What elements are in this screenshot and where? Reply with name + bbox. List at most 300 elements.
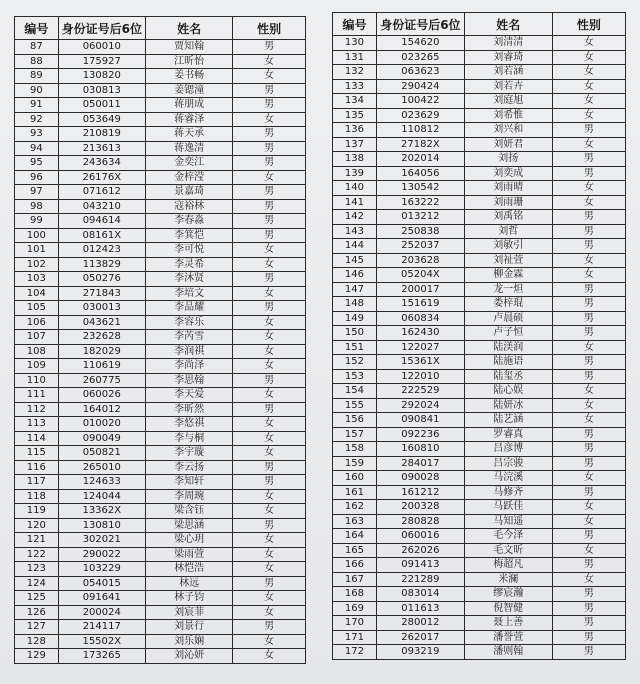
table-row — [333, 413, 626, 428]
cell-name: 李可悦 — [145, 243, 232, 258]
cell-number: 100 — [15, 228, 59, 243]
cell-number: 122 — [15, 547, 59, 562]
cell-name: 马修齐 — [464, 485, 552, 500]
cell-gender: 男 — [552, 311, 625, 326]
cell-id-suffix: 260775 — [58, 373, 145, 388]
table-row — [333, 384, 626, 399]
cell-gender: 女 — [233, 315, 306, 330]
cell-gender: 女 — [233, 54, 306, 69]
cell-name: 吕宗骏 — [464, 456, 552, 471]
cell-gender: 男 — [552, 224, 625, 239]
cell-number: 124 — [15, 576, 59, 591]
cell-number: 114 — [15, 431, 59, 446]
table-row — [15, 127, 306, 142]
cell-number: 148 — [333, 297, 377, 312]
cell-name: 倪智健 — [464, 601, 552, 616]
table-row — [333, 558, 626, 573]
cell-name: 李培文 — [145, 286, 232, 301]
table-row — [15, 576, 306, 591]
cell-id-suffix: 161212 — [376, 485, 464, 500]
cell-number: 111 — [15, 388, 59, 403]
cell-name: 刘雨晴 — [464, 181, 552, 196]
cell-gender: 男 — [233, 460, 306, 475]
table-row — [333, 529, 626, 544]
cell-id-suffix: 043210 — [58, 199, 145, 214]
cell-name: 刘睿琦 — [464, 50, 552, 65]
table-row — [15, 199, 306, 214]
cell-name: 蒋睿泽 — [145, 112, 232, 127]
table-row — [15, 359, 306, 374]
cell-gender: 男 — [233, 518, 306, 533]
cell-gender: 男 — [552, 456, 625, 471]
cell-id-suffix: 050276 — [58, 272, 145, 287]
cell-id-suffix: 200017 — [376, 282, 464, 297]
cell-number: 106 — [15, 315, 59, 330]
cell-name: 米澜 — [464, 572, 552, 587]
cell-name: 李知轩 — [145, 475, 232, 490]
cell-id-suffix: 271843 — [58, 286, 145, 301]
cell-number: 150 — [333, 326, 377, 341]
table-row — [333, 587, 626, 602]
cell-number: 142 — [333, 210, 377, 225]
cell-gender: 男 — [552, 152, 625, 167]
cell-name: 贾知翰 — [145, 40, 232, 55]
cell-id-suffix: 071612 — [58, 185, 145, 200]
cell-id-suffix: 163222 — [376, 195, 464, 210]
cell-name: 刘兴和 — [464, 123, 552, 138]
cell-gender: 男 — [552, 123, 625, 138]
cell-number: 149 — [333, 311, 377, 326]
cell-name: 林远 — [145, 576, 232, 591]
cell-id-suffix: 162430 — [376, 326, 464, 341]
cell-name: 刘宸菲 — [145, 605, 232, 620]
cell-id-suffix: 130820 — [58, 69, 145, 84]
cell-id-suffix: 023265 — [376, 50, 464, 65]
table-row — [15, 98, 306, 113]
header-row — [15, 17, 306, 40]
cell-id-suffix: 164056 — [376, 166, 464, 181]
cell-id-suffix: 012423 — [58, 243, 145, 258]
cell-name: 娄梓琨 — [464, 297, 552, 312]
cell-gender: 男 — [233, 141, 306, 156]
header-name: 姓名 — [145, 17, 232, 40]
table-row — [15, 373, 306, 388]
cell-gender: 男 — [552, 166, 625, 181]
cell-id-suffix: 063623 — [376, 65, 464, 80]
cell-name: 李宇璇 — [145, 446, 232, 461]
cell-number: 140 — [333, 181, 377, 196]
cell-id-suffix: 290424 — [376, 79, 464, 94]
cell-name: 陆心娱 — [464, 384, 552, 399]
cell-id-suffix: 214117 — [58, 620, 145, 635]
table-row — [15, 170, 306, 185]
cell-name: 刘希惟 — [464, 108, 552, 123]
cell-name: 刘禹铭 — [464, 210, 552, 225]
cell-gender: 男 — [552, 442, 625, 457]
table-row — [333, 630, 626, 645]
table-row — [333, 616, 626, 631]
cell-name: 龙一炟 — [464, 282, 552, 297]
table-row — [15, 112, 306, 127]
cell-name: 陆艺涵 — [464, 413, 552, 428]
cell-gender: 男 — [552, 485, 625, 500]
cell-id-suffix: 243634 — [58, 156, 145, 171]
cell-number: 113 — [15, 417, 59, 432]
cell-id-suffix: 050011 — [58, 98, 145, 113]
cell-number: 91 — [15, 98, 59, 113]
cell-number: 160 — [333, 471, 377, 486]
cell-number: 141 — [333, 195, 377, 210]
cell-id-suffix: 054015 — [58, 576, 145, 591]
cell-name: 金梓滢 — [145, 170, 232, 185]
cell-number: 138 — [333, 152, 377, 167]
cell-id-suffix: 011613 — [376, 601, 464, 616]
cell-name: 刘敏引 — [464, 239, 552, 254]
table-row — [333, 485, 626, 500]
header-id-suffix: 身份证号后6位 — [58, 17, 145, 40]
cell-id-suffix: 092236 — [376, 427, 464, 442]
cell-id-suffix: 124044 — [58, 489, 145, 504]
cell-name: 梁思涵 — [145, 518, 232, 533]
cell-number: 103 — [15, 272, 59, 287]
cell-id-suffix: 221289 — [376, 572, 464, 587]
roster-table-left — [14, 16, 306, 664]
cell-gender: 女 — [233, 446, 306, 461]
table-row — [15, 141, 306, 156]
table-row — [15, 83, 306, 98]
cell-gender: 男 — [233, 127, 306, 142]
cell-number: 110 — [15, 373, 59, 388]
cell-number: 104 — [15, 286, 59, 301]
cell-gender: 男 — [233, 185, 306, 200]
cell-gender: 男 — [552, 355, 625, 370]
cell-number: 157 — [333, 427, 377, 442]
table-row — [15, 417, 306, 432]
cell-number: 153 — [333, 369, 377, 384]
cell-id-suffix: 15361X — [376, 355, 464, 370]
cell-gender: 男 — [552, 210, 625, 225]
table-row — [333, 282, 626, 297]
table-row — [15, 257, 306, 272]
cell-number: 163 — [333, 514, 377, 529]
cell-number: 128 — [15, 634, 59, 649]
cell-number: 109 — [15, 359, 59, 374]
cell-id-suffix: 090841 — [376, 413, 464, 428]
cell-id-suffix: 200328 — [376, 500, 464, 515]
cell-id-suffix: 060010 — [58, 40, 145, 55]
cell-id-suffix: 213613 — [58, 141, 145, 156]
table-row — [15, 634, 306, 649]
cell-id-suffix: 090028 — [376, 471, 464, 486]
header-gender: 性别 — [552, 13, 625, 36]
roster-table-right — [332, 12, 626, 660]
table-row — [15, 562, 306, 577]
cell-gender: 男 — [552, 282, 625, 297]
cell-name: 蒋朋成 — [145, 98, 232, 113]
cell-number: 132 — [333, 65, 377, 80]
table-row — [333, 181, 626, 196]
cell-gender: 女 — [552, 79, 625, 94]
cell-number: 135 — [333, 108, 377, 123]
cell-name: 李品耀 — [145, 301, 232, 316]
cell-gender: 女 — [233, 344, 306, 359]
cell-gender: 男 — [233, 98, 306, 113]
cell-number: 130 — [333, 36, 377, 51]
cell-id-suffix: 173265 — [58, 649, 145, 664]
cell-gender: 女 — [233, 286, 306, 301]
cell-name: 刘扬 — [464, 152, 552, 167]
table-row — [333, 224, 626, 239]
table-row — [333, 297, 626, 312]
cell-name: 刘祉萱 — [464, 253, 552, 268]
cell-number: 131 — [333, 50, 377, 65]
table-row — [15, 228, 306, 243]
header-id-suffix: 身份证号后6位 — [376, 13, 464, 36]
cell-id-suffix: 060026 — [58, 388, 145, 403]
cell-gender: 男 — [233, 402, 306, 417]
cell-gender: 女 — [233, 69, 306, 84]
cell-id-suffix: 27182X — [376, 137, 464, 152]
cell-name: 李沐贤 — [145, 272, 232, 287]
cell-gender: 女 — [233, 112, 306, 127]
cell-name: 刘若涵 — [464, 65, 552, 80]
cell-gender: 男 — [552, 529, 625, 544]
cell-id-suffix: 265010 — [58, 460, 145, 475]
cell-name: 寇裕林 — [145, 199, 232, 214]
table-row — [15, 620, 306, 635]
cell-id-suffix: 280012 — [376, 616, 464, 631]
cell-number: 154 — [333, 384, 377, 399]
cell-gender: 女 — [552, 340, 625, 355]
cell-name: 刘奕成 — [464, 166, 552, 181]
table-row — [333, 239, 626, 254]
cell-name: 蒋天承 — [145, 127, 232, 142]
cell-gender: 女 — [233, 504, 306, 519]
cell-gender: 女 — [233, 547, 306, 562]
cell-gender: 女 — [552, 50, 625, 65]
cell-id-suffix: 182029 — [58, 344, 145, 359]
cell-number: 96 — [15, 170, 59, 185]
header-row — [333, 13, 626, 36]
cell-id-suffix: 292024 — [376, 398, 464, 413]
cell-id-suffix: 100422 — [376, 94, 464, 109]
table-row — [333, 36, 626, 51]
header-number: 编号 — [333, 13, 377, 36]
table-row — [15, 649, 306, 664]
cell-name: 陆玺丞 — [464, 369, 552, 384]
cell-id-suffix: 090049 — [58, 431, 145, 446]
table-row — [15, 388, 306, 403]
cell-number: 133 — [333, 79, 377, 94]
cell-number: 97 — [15, 185, 59, 200]
table-row — [15, 518, 306, 533]
table-row — [333, 572, 626, 587]
cell-id-suffix: 122010 — [376, 369, 464, 384]
cell-gender: 女 — [233, 634, 306, 649]
cell-id-suffix: 110619 — [58, 359, 145, 374]
table-row — [333, 427, 626, 442]
cell-gender: 男 — [233, 301, 306, 316]
cell-gender: 男 — [552, 616, 625, 631]
cell-id-suffix: 210819 — [58, 127, 145, 142]
cell-name: 李春淼 — [145, 214, 232, 229]
cell-name: 林恺浩 — [145, 562, 232, 577]
table-row — [15, 446, 306, 461]
cell-number: 161 — [333, 485, 377, 500]
cell-number: 108 — [15, 344, 59, 359]
cell-id-suffix: 010020 — [58, 417, 145, 432]
cell-id-suffix: 175927 — [58, 54, 145, 69]
cell-id-suffix: 252037 — [376, 239, 464, 254]
table-row — [333, 601, 626, 616]
cell-number: 105 — [15, 301, 59, 316]
cell-gender: 女 — [552, 137, 625, 152]
cell-number: 145 — [333, 253, 377, 268]
cell-id-suffix: 124633 — [58, 475, 145, 490]
cell-number: 118 — [15, 489, 59, 504]
cell-number: 156 — [333, 413, 377, 428]
cell-name: 李尚泽 — [145, 359, 232, 374]
cell-gender: 男 — [552, 601, 625, 616]
cell-name: 马跃佳 — [464, 500, 552, 515]
cell-id-suffix: 030813 — [58, 83, 145, 98]
cell-id-suffix: 154620 — [376, 36, 464, 51]
cell-number: 159 — [333, 456, 377, 471]
cell-id-suffix: 15502X — [58, 634, 145, 649]
cell-gender: 女 — [552, 181, 625, 196]
cell-name: 李灵希 — [145, 257, 232, 272]
table-row — [333, 268, 626, 283]
cell-id-suffix: 103229 — [58, 562, 145, 577]
cell-number: 116 — [15, 460, 59, 475]
cell-number: 120 — [15, 518, 59, 533]
cell-number: 90 — [15, 83, 59, 98]
cell-id-suffix: 164012 — [58, 402, 145, 417]
cell-gender: 男 — [552, 239, 625, 254]
cell-number: 121 — [15, 533, 59, 548]
table-row — [333, 195, 626, 210]
cell-name: 缪宸瀚 — [464, 587, 552, 602]
cell-gender: 女 — [552, 253, 625, 268]
cell-id-suffix: 060834 — [376, 311, 464, 326]
cell-name: 刘雨珊 — [464, 195, 552, 210]
cell-gender: 女 — [233, 562, 306, 577]
cell-number: 137 — [333, 137, 377, 152]
cell-number: 94 — [15, 141, 59, 156]
cell-id-suffix: 290022 — [58, 547, 145, 562]
table-row — [15, 156, 306, 171]
cell-gender: 女 — [233, 605, 306, 620]
table-row — [15, 301, 306, 316]
cell-name: 李云扬 — [145, 460, 232, 475]
cell-number: 167 — [333, 572, 377, 587]
cell-number: 107 — [15, 330, 59, 345]
table-row — [15, 460, 306, 475]
table-row — [15, 40, 306, 55]
cell-number: 92 — [15, 112, 59, 127]
cell-gender: 男 — [552, 326, 625, 341]
table-row — [15, 272, 306, 287]
cell-gender: 女 — [233, 591, 306, 606]
table-row — [333, 500, 626, 515]
cell-name: 刘沁妍 — [145, 649, 232, 664]
table-row — [333, 166, 626, 181]
cell-number: 93 — [15, 127, 59, 142]
cell-gender: 女 — [552, 65, 625, 80]
table-row — [333, 369, 626, 384]
cell-name: 李思翰 — [145, 373, 232, 388]
cell-gender: 女 — [552, 572, 625, 587]
cell-number: 155 — [333, 398, 377, 413]
cell-gender: 女 — [233, 243, 306, 258]
cell-name: 毛文昕 — [464, 543, 552, 558]
table-row — [333, 79, 626, 94]
cell-gender: 男 — [233, 228, 306, 243]
cell-number: 125 — [15, 591, 59, 606]
cell-name: 梁含钰 — [145, 504, 232, 519]
table-row — [15, 69, 306, 84]
cell-number: 143 — [333, 224, 377, 239]
cell-gender: 女 — [552, 195, 625, 210]
table-row — [15, 489, 306, 504]
cell-number: 88 — [15, 54, 59, 69]
cell-name: 刘清清 — [464, 36, 552, 51]
table-row — [15, 344, 306, 359]
cell-number: 168 — [333, 587, 377, 602]
cell-id-suffix: 013212 — [376, 210, 464, 225]
cell-name: 江昕怡 — [145, 54, 232, 69]
cell-id-suffix: 093219 — [376, 645, 464, 660]
cell-id-suffix: 284017 — [376, 456, 464, 471]
cell-gender: 女 — [233, 489, 306, 504]
table-row — [15, 547, 306, 562]
cell-number: 151 — [333, 340, 377, 355]
cell-name: 李润祺 — [145, 344, 232, 359]
cell-number: 172 — [333, 645, 377, 660]
cell-number: 166 — [333, 558, 377, 573]
cell-name: 聂上善 — [464, 616, 552, 631]
table-row — [333, 471, 626, 486]
cell-name: 刘景行 — [145, 620, 232, 635]
cell-number: 170 — [333, 616, 377, 631]
table-row — [15, 591, 306, 606]
cell-name: 刘乐娴 — [145, 634, 232, 649]
cell-id-suffix: 280828 — [376, 514, 464, 529]
table-row — [15, 533, 306, 548]
cell-number: 134 — [333, 94, 377, 109]
cell-name: 蒋逸清 — [145, 141, 232, 156]
cell-id-suffix: 050821 — [58, 446, 145, 461]
cell-number: 136 — [333, 123, 377, 138]
table-row — [15, 214, 306, 229]
cell-id-suffix: 113829 — [58, 257, 145, 272]
cell-name: 梁雨萱 — [145, 547, 232, 562]
table-row — [333, 108, 626, 123]
cell-name: 李天爱 — [145, 388, 232, 403]
table-row — [15, 402, 306, 417]
cell-gender: 男 — [233, 620, 306, 635]
cell-id-suffix: 030013 — [58, 301, 145, 316]
cell-gender: 女 — [233, 533, 306, 548]
cell-gender: 女 — [552, 500, 625, 515]
cell-gender: 男 — [233, 576, 306, 591]
table-row — [333, 645, 626, 660]
cell-gender: 女 — [233, 649, 306, 664]
cell-number: 119 — [15, 504, 59, 519]
cell-gender: 男 — [233, 373, 306, 388]
cell-name: 吕彦博 — [464, 442, 552, 457]
table-row — [15, 315, 306, 330]
